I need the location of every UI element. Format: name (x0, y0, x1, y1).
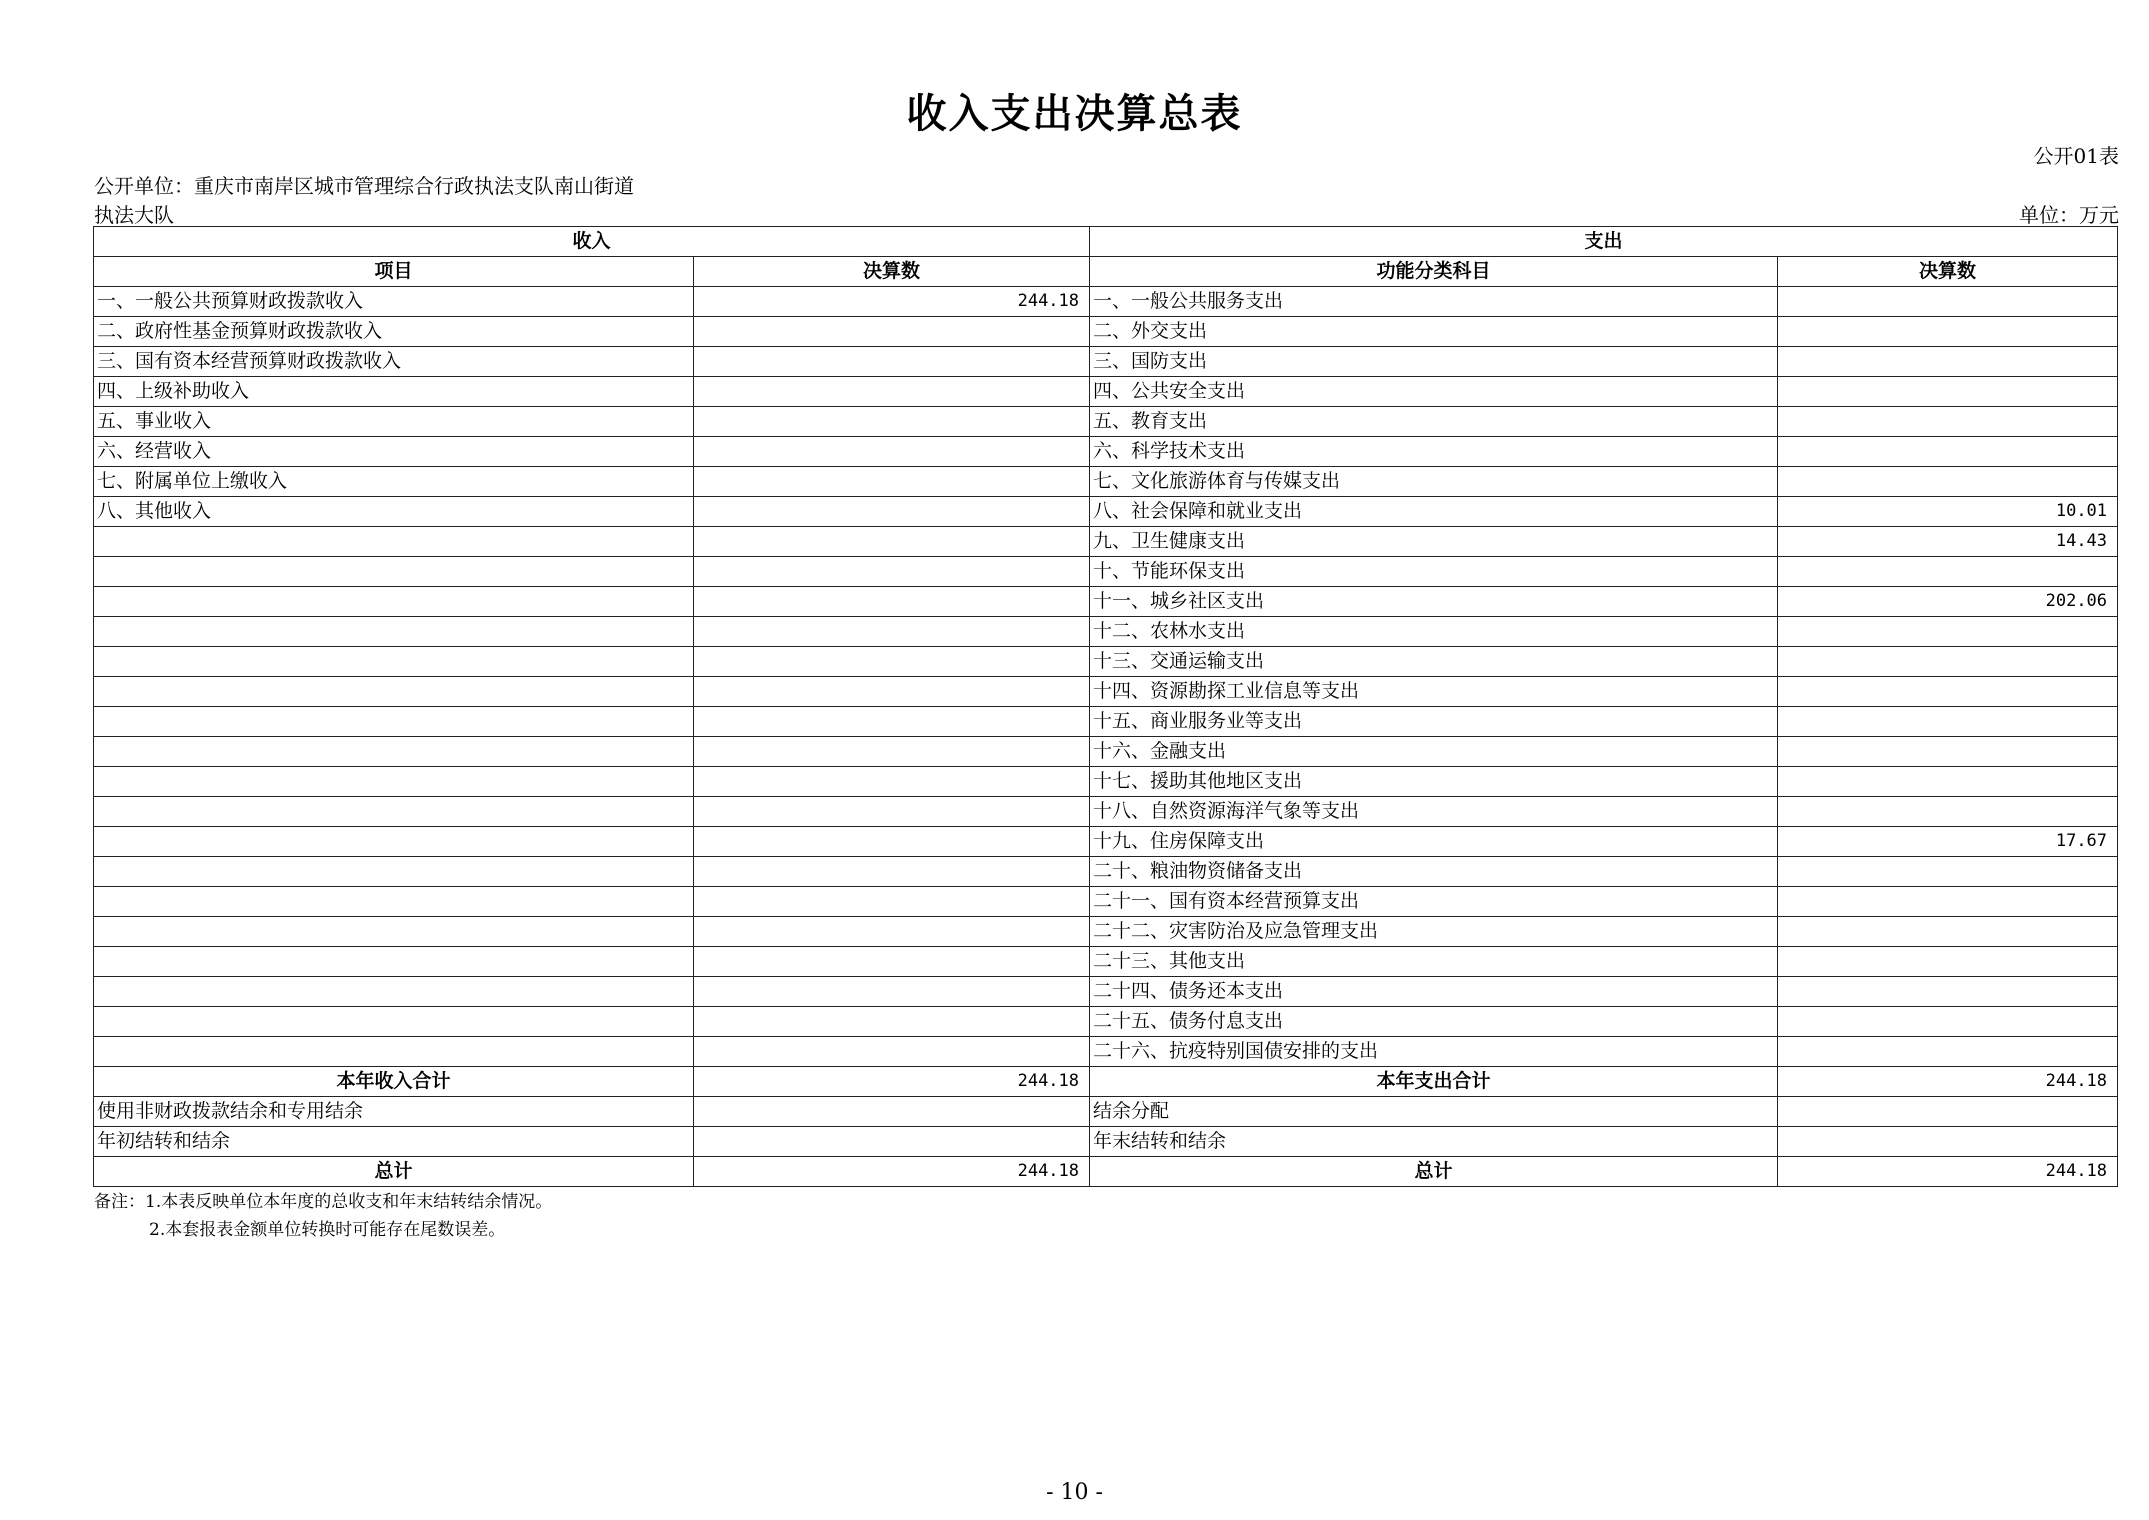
income-item-cell: 五、事业收入 (94, 407, 694, 437)
table-row (94, 677, 2118, 707)
income-amount-cell (694, 977, 1090, 1007)
income-amount-cell: 244.18 (694, 1157, 1090, 1187)
table-row (94, 497, 2118, 527)
income-amount-cell (694, 647, 1090, 677)
expense-subject-cell: 年末结转和结余 (1090, 1127, 1778, 1157)
expense-amount-cell (1778, 857, 2118, 887)
table-row (94, 1037, 2118, 1067)
income-amount-cell (694, 947, 1090, 977)
income-item-cell: 年初结转和结余 (94, 1127, 694, 1157)
table-row (94, 557, 2118, 587)
table-row (94, 617, 2118, 647)
table-row (94, 587, 2118, 617)
income-item-cell (94, 1037, 694, 1067)
table-row (94, 377, 2118, 407)
expense-amount-cell (1778, 317, 2118, 347)
item-column-header: 项目 (94, 257, 694, 287)
income-amount-cell (694, 1037, 1090, 1067)
expense-subject-cell: 十五、商业服务业等支出 (1090, 707, 1778, 737)
function-subject-column-header: 功能分类科目 (1090, 257, 1778, 287)
expense-amount-cell: 10.01 (1778, 497, 2118, 527)
income-amount-cell (694, 707, 1090, 737)
expense-subject-cell: 二十一、国有资本经营预算支出 (1090, 887, 1778, 917)
income-item-cell (94, 737, 694, 767)
table-row (94, 977, 2118, 1007)
income-amount-cell (694, 1097, 1090, 1127)
table-body (94, 227, 2118, 1187)
income-item-cell (94, 557, 694, 587)
table-row (94, 317, 2118, 347)
expense-amount-cell (1778, 707, 2118, 737)
income-item-cell (94, 767, 694, 797)
expense-subject-cell: 二十六、抗疫特别国债安排的支出 (1090, 1037, 1778, 1067)
expense-amount-cell: 17.67 (1778, 827, 2118, 857)
expense-amount-cell (1778, 287, 2118, 317)
income-amount-cell (694, 527, 1090, 557)
table-row (94, 917, 2118, 947)
expense-subject-cell: 二十、粮油物资储备支出 (1090, 857, 1778, 887)
expense-amount-cell (1778, 767, 2118, 797)
table-row (94, 1007, 2118, 1037)
expense-subject-cell: 十三、交通运输支出 (1090, 647, 1778, 677)
table-row (94, 347, 2118, 377)
expense-subject-cell: 二十二、灾害防治及应急管理支出 (1090, 917, 1778, 947)
income-item-cell: 本年收入合计 (94, 1067, 694, 1097)
expense-subject-cell: 总计 (1090, 1157, 1778, 1187)
income-item-cell (94, 617, 694, 647)
table-row (94, 707, 2118, 737)
income-amount-cell (694, 407, 1090, 437)
expense-amount-cell (1778, 617, 2118, 647)
column-header-row (94, 257, 2118, 287)
expense-amount-cell (1778, 977, 2118, 1007)
expense-section-header: 支出 (1090, 227, 2118, 257)
income-item-cell (94, 677, 694, 707)
table-row (94, 467, 2118, 497)
income-amount-cell (694, 437, 1090, 467)
expense-subject-cell: 二、外交支出 (1090, 317, 1778, 347)
income-item-cell (94, 947, 694, 977)
income-item-cell: 总计 (94, 1157, 694, 1187)
income-amount-cell (694, 917, 1090, 947)
expense-amount-cell: 202.06 (1778, 587, 2118, 617)
expense-amount-cell (1778, 677, 2118, 707)
section-header-row (94, 227, 2118, 257)
page-number: - 10 - (1046, 1480, 1103, 1505)
form-number: 公开01表 (2033, 144, 2119, 168)
income-amount-cell (694, 317, 1090, 347)
expense-amount-cell: 244.18 (1778, 1067, 2118, 1097)
income-amount-cell (694, 377, 1090, 407)
expense-subject-cell: 一、一般公共服务支出 (1090, 287, 1778, 317)
expense-amount-cell (1778, 797, 2118, 827)
expense-amount-cell (1778, 1037, 2118, 1067)
expense-amount-cell (1778, 437, 2118, 467)
table-row (94, 1097, 2118, 1127)
expense-amount-cell (1778, 407, 2118, 437)
table-row (94, 437, 2118, 467)
income-item-cell (94, 647, 694, 677)
expense-amount-cell (1778, 737, 2118, 767)
expense-amount-cell (1778, 1097, 2118, 1127)
table-row (94, 827, 2118, 857)
income-amount-cell (694, 557, 1090, 587)
table-row (94, 737, 2118, 767)
grand-total-row (94, 1157, 2118, 1187)
table-row (94, 797, 2118, 827)
expense-amount-cell (1778, 1007, 2118, 1037)
table-row (94, 947, 2118, 977)
expense-subject-cell: 六、科学技术支出 (1090, 437, 1778, 467)
table-row (94, 287, 2118, 317)
table-row (94, 887, 2118, 917)
income-amount-cell (694, 827, 1090, 857)
income-item-cell (94, 917, 694, 947)
expense-subject-cell: 二十三、其他支出 (1090, 947, 1778, 977)
income-item-cell (94, 827, 694, 857)
income-amount-cell (694, 1127, 1090, 1157)
income-amount-cell (694, 737, 1090, 767)
expense-subject-cell: 二十五、债务付息支出 (1090, 1007, 1778, 1037)
page-title: 收入支出决算总表 (906, 91, 1243, 137)
income-amount-cell: 244.18 (694, 287, 1090, 317)
expense-amount-cell (1778, 467, 2118, 497)
expense-subject-cell: 十四、资源勘探工业信息等支出 (1090, 677, 1778, 707)
expense-subject-cell: 二十四、债务还本支出 (1090, 977, 1778, 1007)
income-item-cell (94, 1007, 694, 1037)
income-amount-cell: 244.18 (694, 1067, 1090, 1097)
money-unit: 单位：万元 (2019, 203, 2119, 227)
income-item-cell (94, 797, 694, 827)
income-item-cell: 七、附属单位上缴收入 (94, 467, 694, 497)
expense-subject-cell: 十、节能环保支出 (1090, 557, 1778, 587)
table-row (94, 857, 2118, 887)
income-item-cell: 使用非财政拨款结余和专用结余 (94, 1097, 694, 1127)
expense-amount-cell: 244.18 (1778, 1157, 2118, 1187)
income-expense-table (93, 226, 2118, 1187)
income-item-cell (94, 587, 694, 617)
income-item-cell (94, 857, 694, 887)
income-item-cell: 三、国有资本经营预算财政拨款收入 (94, 347, 694, 377)
income-item-cell: 一、一般公共预算财政拨款收入 (94, 287, 694, 317)
income-amount-cell (694, 1007, 1090, 1037)
expense-amount-cell (1778, 557, 2118, 587)
expense-subject-cell: 八、社会保障和就业支出 (1090, 497, 1778, 527)
year-total-row (94, 1067, 2118, 1097)
income-item-cell (94, 977, 694, 1007)
expense-subject-cell: 本年支出合计 (1090, 1067, 1778, 1097)
expense-subject-cell: 十八、自然资源海洋气象等支出 (1090, 797, 1778, 827)
expense-amount-cell: 14.43 (1778, 527, 2118, 557)
expense-subject-cell: 四、公共安全支出 (1090, 377, 1778, 407)
reporting-unit-line1: 公开单位：重庆市南岸区城市管理综合行政执法支队南山街道 (94, 174, 634, 198)
expense-amount-column-header: 决算数 (1778, 257, 2118, 287)
expense-subject-cell: 结余分配 (1090, 1097, 1778, 1127)
expense-amount-cell (1778, 917, 2118, 947)
note-1: 备注：1.本表反映单位本年度的总收支和年末结转结余情况。 (94, 1192, 553, 1212)
income-amount-column-header: 决算数 (694, 257, 1090, 287)
income-item-cell (94, 527, 694, 557)
expense-subject-cell: 十九、住房保障支出 (1090, 827, 1778, 857)
income-amount-cell (694, 587, 1090, 617)
expense-subject-cell: 九、卫生健康支出 (1090, 527, 1778, 557)
table-row (94, 1127, 2118, 1157)
expense-amount-cell (1778, 347, 2118, 377)
income-item-cell: 二、政府性基金预算财政拨款收入 (94, 317, 694, 347)
income-amount-cell (694, 857, 1090, 887)
expense-amount-cell (1778, 887, 2118, 917)
income-item-cell: 六、经营收入 (94, 437, 694, 467)
expense-subject-cell: 三、国防支出 (1090, 347, 1778, 377)
expense-subject-cell: 十一、城乡社区支出 (1090, 587, 1778, 617)
expense-subject-cell: 五、教育支出 (1090, 407, 1778, 437)
income-amount-cell (694, 497, 1090, 527)
income-amount-cell (694, 677, 1090, 707)
income-item-cell (94, 707, 694, 737)
income-item-cell: 八、其他收入 (94, 497, 694, 527)
income-section-header: 收入 (94, 227, 1090, 257)
income-item-cell (94, 887, 694, 917)
reporting-unit-line2: 执法大队 (94, 203, 174, 227)
note-2: 2.本套报表金额单位转换时可能存在尾数误差。 (149, 1220, 506, 1240)
expense-subject-cell: 十六、金融支出 (1090, 737, 1778, 767)
expense-subject-cell: 七、文化旅游体育与传媒支出 (1090, 467, 1778, 497)
income-amount-cell (694, 887, 1090, 917)
expense-amount-cell (1778, 1127, 2118, 1157)
expense-subject-cell: 十二、农林水支出 (1090, 617, 1778, 647)
table-row (94, 647, 2118, 677)
expense-amount-cell (1778, 947, 2118, 977)
income-item-cell: 四、上级补助收入 (94, 377, 694, 407)
income-amount-cell (694, 347, 1090, 377)
table-row (94, 407, 2118, 437)
expense-amount-cell (1778, 377, 2118, 407)
table-row (94, 527, 2118, 557)
income-amount-cell (694, 617, 1090, 647)
expense-amount-cell (1778, 647, 2118, 677)
income-amount-cell (694, 797, 1090, 827)
table-row (94, 767, 2118, 797)
income-amount-cell (694, 467, 1090, 497)
expense-subject-cell: 十七、援助其他地区支出 (1090, 767, 1778, 797)
income-amount-cell (694, 767, 1090, 797)
